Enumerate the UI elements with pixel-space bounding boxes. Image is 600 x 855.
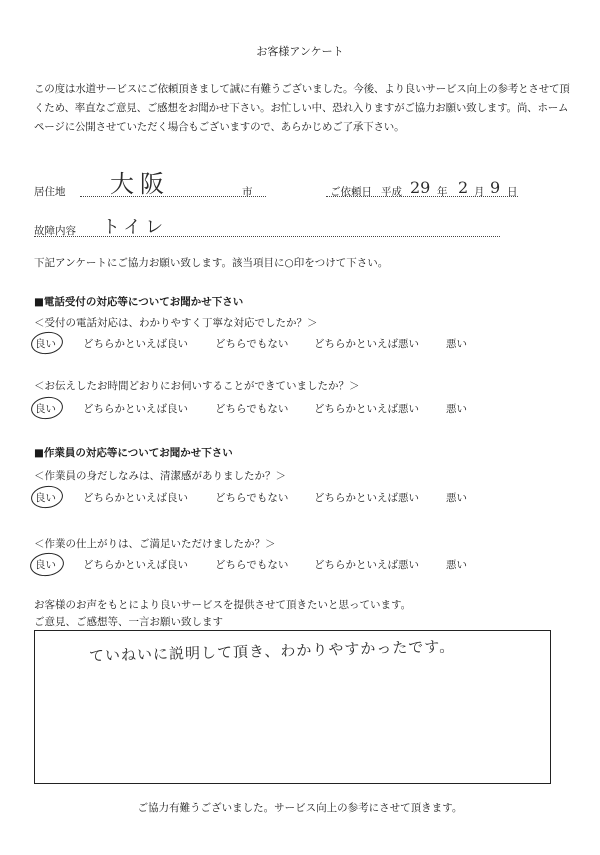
option-somewhat-bad[interactable]: どちらかといえば悪い [314, 403, 419, 415]
issue-label: 故障内容 [34, 225, 76, 237]
date-underline [326, 196, 518, 197]
residence-label: 居住地 [34, 186, 66, 198]
option-bad[interactable]: 悪い [446, 559, 467, 571]
option-somewhat-good[interactable]: どちらかといえば良い [83, 403, 188, 415]
date-month: 2 [458, 178, 469, 197]
option-good[interactable]: 良い [35, 338, 56, 350]
issue-underline [34, 236, 500, 237]
survey-title: お客様アンケート [256, 45, 344, 58]
date-label: ご依頼日 [330, 186, 372, 198]
residence-underline [80, 196, 266, 197]
option-somewhat-good[interactable]: どちらかといえば良い [83, 492, 188, 504]
question-work-quality: ＜作業の仕上がりは、ご満足いただけましたか？＞ [34, 538, 276, 550]
city-suffix: 市 [242, 186, 253, 198]
option-good[interactable]: 良い [35, 403, 56, 415]
option-somewhat-bad[interactable]: どちらかといえば悪い [314, 492, 419, 504]
option-good[interactable]: 良い [35, 492, 56, 504]
option-bad[interactable]: 悪い [446, 338, 467, 350]
section-heading-worker: ■作業員の対応等についてお聞かせ下さい [34, 447, 233, 459]
question-arrival-time: ＜お伝えしたお時間どおりにお伺いすることができていましたか？＞ [34, 380, 360, 392]
option-bad[interactable]: 悪い [446, 403, 467, 415]
option-good[interactable]: 良い [35, 559, 56, 571]
option-somewhat-good[interactable]: どちらかといえば良い [83, 338, 188, 350]
footer-thanks: ご協力有難うございました。サービス向上の参考にさせて頂きます。 [137, 802, 463, 814]
option-neutral[interactable]: どちらでもない [215, 338, 289, 350]
option-somewhat-bad[interactable]: どちらかといえば悪い [314, 338, 419, 350]
instruction-text: 下記アンケートにご協力お願い致します。該当項目に○印をつけて下さい。 [34, 257, 389, 269]
option-bad[interactable]: 悪い [446, 492, 467, 504]
option-neutral[interactable]: どちらでもない [215, 492, 289, 504]
issue-value: トイレ [102, 217, 168, 238]
comment-prompt-secondary: ご意見、ご感想等、一言お願い致します [34, 616, 223, 628]
comment-text: ていねいに説明して頂き、わかりやすかったです。 [88, 637, 456, 665]
comment-prompt: お客様のお声をもとにより良いサービスを提供させて頂きたいと思っています。 [34, 599, 412, 611]
residence-value: 大阪 [110, 170, 170, 198]
intro-paragraph: この度は水道サービスにご依頼頂きまして誠に有難うございました。今後、より良いサービス向上の参考とさせて頂くため、率直なご意見、ご感想をお聞かせ下さい。お忙しい中、恐れ入りますがご協力お願い致します。尚、ホームページに公開させていただく場合もございますので、あらかじめご了承下さい。 [34, 83, 570, 133]
question-worker-appearance: ＜作業員の身だしなみは、清潔感がありましたか？＞ [34, 470, 286, 482]
option-neutral[interactable]: どちらでもない [215, 559, 289, 571]
date-day: 9 [490, 178, 501, 197]
option-neutral[interactable]: どちらでもない [215, 403, 289, 415]
day-unit: 日 [507, 186, 518, 198]
month-unit: 月 [474, 186, 485, 198]
date-era: 平成 [381, 186, 402, 198]
comment-box[interactable] [34, 630, 551, 784]
year-unit: 年 [437, 186, 448, 198]
date-year: 29 [410, 178, 431, 197]
option-somewhat-good[interactable]: どちらかといえば良い [83, 559, 188, 571]
option-somewhat-bad[interactable]: どちらかといえば悪い [314, 559, 419, 571]
section-heading-phone: ■電話受付の対応等についてお聞かせ下さい [34, 296, 244, 308]
question-phone-response: ＜受付の電話対応は、わかりやすく丁寧な対応でしたか？＞ [34, 317, 318, 329]
